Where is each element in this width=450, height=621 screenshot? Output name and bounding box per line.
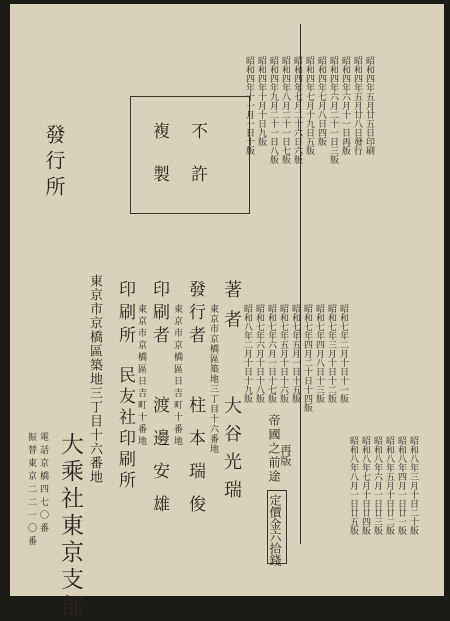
- edition-history-entry: 昭和四年九月二十一日八版: [268, 56, 278, 164]
- author-role: 著者: [221, 280, 242, 340]
- edition-history-entry: 昭和八年四月一日廿一版: [396, 436, 406, 535]
- edition-history-entry: 昭和七年三月十日十二版: [326, 304, 336, 403]
- edition-history-entry: 昭和四年十一月一日十版: [244, 56, 254, 155]
- price: 定價金六拾錢: [268, 494, 282, 566]
- colophon-page: [10, 4, 444, 621]
- publisher-address: 東京市京橋區築地三丁目十六番地: [87, 274, 102, 484]
- issuer-role: 發行者: [185, 280, 205, 349]
- book-title: 帝國之前途: [267, 414, 281, 484]
- edition-history-entry: 昭和七年六月一日十七版: [266, 304, 276, 403]
- edition-history-entry: 昭和七年四月八日十三版: [314, 304, 324, 403]
- edition-history-entry: 昭和四年七月八日四版: [316, 56, 326, 146]
- edition-history-entry: 昭和八年三月十日二十版: [408, 436, 418, 535]
- publisher-phone: 電話京橋四七〇番: [38, 432, 48, 536]
- edition-history-entry: 昭和七年五月十日十六版: [278, 304, 288, 403]
- printer-name: 渡邊安雄: [149, 396, 169, 528]
- printer-role: 印刷者: [149, 280, 169, 349]
- edition-history-entry: 昭和四年六月十一日再版: [340, 56, 350, 155]
- stamp-line-1: 不許: [187, 122, 207, 208]
- print-shop-name: 民友社印刷所: [115, 366, 135, 492]
- edition-history-entry: 昭和四年七月十九日五版: [304, 56, 314, 155]
- book-note: 再版: [279, 444, 292, 466]
- edition-history-entry: 昭和七年二月十日十一版: [338, 304, 348, 403]
- author-name: 大谷光瑞: [221, 396, 242, 508]
- edition-history-entry: 昭和八年八月一日廿五版: [348, 436, 358, 535]
- edition-history-bottom: [346, 436, 417, 535]
- edition-history-entry: 昭和四年八月二十一日七版: [280, 56, 290, 164]
- publisher-name: 大乘社東京支部: [57, 432, 83, 621]
- edition-history-entry: 昭和四年五月廿八日發行: [352, 56, 362, 155]
- publisher-account: 振替東京二二一〇番: [26, 432, 36, 549]
- print-shop-role: 印刷所: [115, 280, 135, 349]
- edition-history-entry: 昭和四年七月二十六日六版: [292, 56, 302, 164]
- edition-history-entry: 昭和七年五月一日十五版: [290, 304, 300, 403]
- edition-history-entry: 昭和八年二月十日十九版: [242, 304, 252, 403]
- edition-history-entry: 昭和七年六月十日十八版: [254, 304, 264, 403]
- edition-history-entry: 昭和八年六月一日廿三版: [372, 436, 382, 535]
- stamp-line-2: 複製: [149, 122, 169, 208]
- edition-history-middle: [240, 304, 347, 412]
- edition-history-entry: 昭和八年七月十日廿四版: [360, 436, 370, 535]
- edition-history-entry: 昭和四年五月廿五日印刷: [364, 56, 374, 155]
- publisher-label: 發行所: [42, 124, 66, 202]
- issuer-address: 東京市京橋區日吉町十番地: [172, 304, 182, 448]
- edition-history-entry: 昭和四年六月二十一日三版: [328, 56, 338, 164]
- edition-history-entry: 昭和七年四月二十日十四版: [302, 304, 312, 412]
- printer-address: 東京市京橋區日吉町十番地: [136, 304, 146, 448]
- edition-history-entry: 昭和四年十月十日九版: [256, 56, 266, 146]
- issuer-name: 柱本瑞俊: [185, 396, 205, 528]
- edition-history-top: [242, 56, 373, 164]
- edition-history-entry: 昭和八年五月十日廿二版: [384, 436, 394, 535]
- author-address: 東京市京橋區築地三丁目十六番地: [208, 304, 218, 454]
